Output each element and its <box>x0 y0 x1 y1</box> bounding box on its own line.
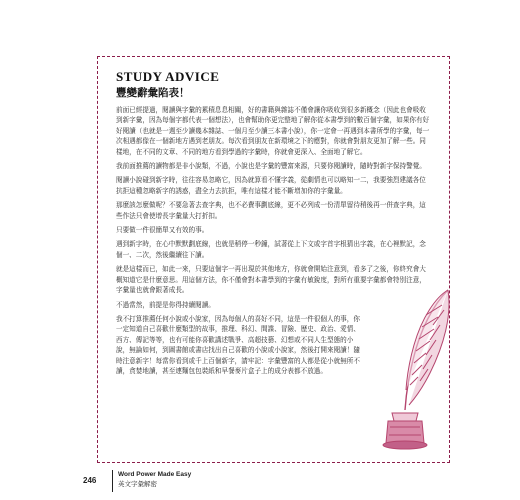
paragraph: 我前面推薦的讀物都是非小說類，不過，小說也是字彙的豐富來源，只要你閱讀時，隨時對新字保持警覺。 <box>116 162 426 171</box>
paragraph: 前面已經提過，閱讀與字彙的累積息息相關，好的書籍與雜誌不僅會讓你吸收到很多新概念（因此也會吸收到新字彙，因為每個字都代表一個想法），也會幫助你更完整地了解你從本書學到的數百個字彙，如果你有好好閱讀（也就是一週至少讀幾本雜誌、一個月至少讀三本書小說），你一定會一再遇到本書所學的字彙，每一次相遇都像在一個新地方遇到老朋友。每次看到朋友在新環境之下的應對，你就會對朋友更加了解一些。同樣地，在不同的文章、不同的地方看到學過的字彙時，你就會更深入、全面地了解它。 <box>116 106 430 156</box>
paragraph: 就是這樣而已，如此一來，只要這個字一再出現於其他地方，你就會開始注意到，看多了之後，你終究會大概知道它是什麼意思。用這個方法，你不僅會對本書學到的字彙有敏銳度，對所有重要字彙都會特別注意，字彙量也就會跟著成長。 <box>116 265 426 295</box>
page-number: 246 <box>83 476 97 485</box>
study-advice-heading: STUDY ADVICE <box>116 69 220 84</box>
study-advice-subheading: 豐變辭彙陷表！ <box>116 87 190 99</box>
book-title: Word Power Made Easy <box>118 471 192 478</box>
paragraph: 我不打算推薦任何小說或小說家，因為每個人的喜好不同，這是一件很個人的事，你一定知道自己喜歡什麼類型的故事，推理、科幻、間諜、冒險、歷史、政治、愛情、西方、傳記等等，也有可能你喜歡講述戰爭、高超技藝、幻想或不同人生型態的小說，無論如何，到圖書館或書店找出自己喜歡的小說或小說家，然後打開來閱讀！隨時注意新字！每當你看到或千上百個新字，請牢記：字彙豐富的人都是從小就無所不讀，貪婪地讀，甚至連麵包包裝紙和早餐麥片盒子上的成分表都不放過。 <box>116 314 360 375</box>
book-subtitle: 英文字彙解密 <box>118 480 157 488</box>
paragraph: 遇到新字時，在心中默默劃底線，也就是稍停一秒鐘，試著從上下文或字首字根猜出字義，在心裡默記，念個一、二次，然後繼續往下讀。 <box>116 240 426 259</box>
paragraph: 只要做一件很簡單又有效的事。 <box>116 226 209 235</box>
quill-inkwell-icon <box>378 285 458 455</box>
paragraph: 那麼該怎麼做呢？不要急著去查字典，也不必費事劃底線，更不必列成一份清單留待稍後再一併查字典，這些作法只會使增長字彙量大打折扣。 <box>116 201 426 220</box>
paragraph: 閱讀小說碰到新字時，往往容易忽略它，因為就算看不懂字義，從劇情也可以略知一二，我要強烈建議各位抗拒這種忽略新字的誘惑，盡全力去抗拒，唯有這樣才能不斷增加你的字彙量。 <box>116 176 426 195</box>
footer-divider <box>112 470 113 492</box>
paragraph: 不過當然，前提是你得持續閱讀。 <box>116 300 215 309</box>
